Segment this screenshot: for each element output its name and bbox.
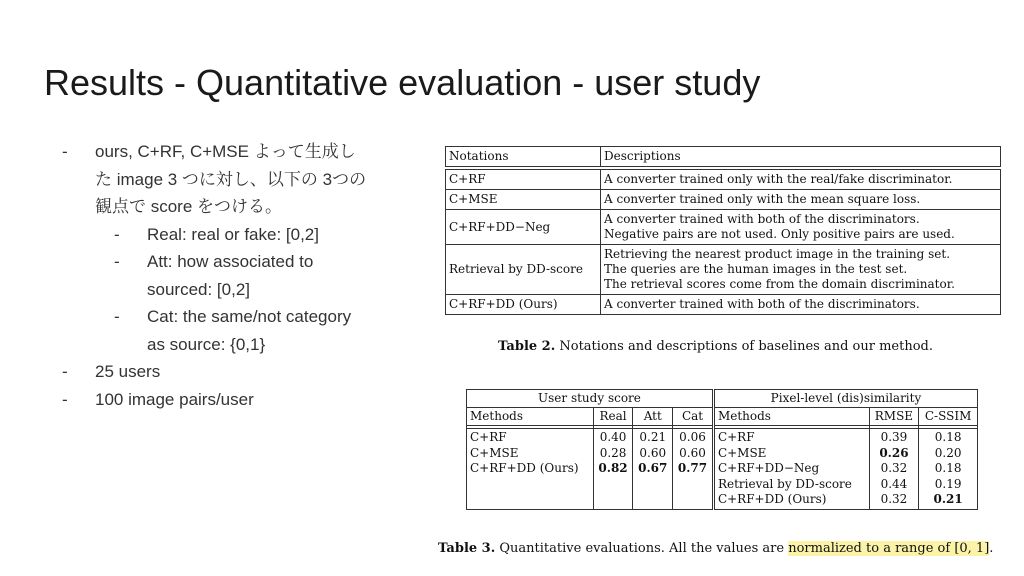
description-cell xyxy=(601,210,1001,245)
group-header-row xyxy=(467,390,978,408)
table-body-row xyxy=(467,429,978,510)
value-cell: 0.18 xyxy=(934,430,962,444)
sub-bullet-item xyxy=(62,221,412,249)
header-cell: Cat xyxy=(673,408,714,426)
slide-title: Results - Quantitative evaluation - user study xyxy=(44,62,761,103)
group-header-pixel: Pixel-level (dis)similarity xyxy=(713,390,977,408)
description-line: Retrieving the nearest product image in the training set. xyxy=(604,247,951,261)
header-cell: C-SSIM xyxy=(919,408,978,426)
description-cell xyxy=(601,190,1001,210)
header-cell: Methods xyxy=(467,408,594,426)
bullet-item xyxy=(62,386,412,414)
bullet-dash: - xyxy=(114,224,120,244)
description-line: The retrieval scores come from the domain discriminator. xyxy=(604,277,955,291)
value-cell xyxy=(873,446,916,462)
description-line: Negative pairs are not used. Only positive pairs are used. xyxy=(604,227,955,241)
value-cell: 0.20 xyxy=(934,445,962,460)
value-cell: 0.19 xyxy=(934,476,962,491)
bullet-line: 観点で score をつける。 xyxy=(95,197,283,216)
bullet-dash: - xyxy=(62,389,68,409)
description-line: A converter trained with both of the discriminators. xyxy=(604,212,920,226)
notation-cell: C+RF+DD−Neg xyxy=(446,210,601,245)
notation-cell: C+RF+DD (Ours) xyxy=(446,295,601,315)
quantitative-table xyxy=(466,389,978,510)
table-row xyxy=(446,245,1001,295)
table-row xyxy=(446,295,1001,315)
cssim-column xyxy=(919,429,978,510)
bullet-dash: - xyxy=(62,142,68,161)
value-cell: 0.32 xyxy=(880,461,908,475)
best-value: 0.77 xyxy=(677,461,708,475)
caption-label: Table 2. xyxy=(498,339,556,354)
value-cell: 0.40 xyxy=(599,430,627,444)
description-line: A converter trained only with the mean square loss. xyxy=(604,192,921,206)
notation-cell: C+RF xyxy=(446,170,601,190)
caption-text: Notations and descriptions of baselines and our method. xyxy=(555,339,933,354)
method-cell: C+MSE xyxy=(470,445,519,460)
best-value: 0.26 xyxy=(879,445,909,460)
best-value: 0.21 xyxy=(933,492,963,506)
value-cell: 0.21 xyxy=(639,430,667,444)
sub-bullet-item xyxy=(62,303,412,358)
method-cell: C+RF xyxy=(470,430,507,444)
table3-caption xyxy=(438,541,993,556)
description-cell xyxy=(601,170,1001,190)
sub-bullet-line: sourced: [0,2] xyxy=(147,279,251,299)
value-cell: 0.28 xyxy=(599,445,627,460)
methods-column xyxy=(467,429,594,510)
sub-bullet-line: Att: how associated to xyxy=(147,252,314,271)
value-cell xyxy=(636,461,669,477)
group-header-user-study: User study score xyxy=(467,390,714,408)
header-cell: Real xyxy=(593,408,633,426)
sub-bullet-item xyxy=(62,248,412,303)
value-cell: 0.60 xyxy=(679,445,706,460)
value-cell: 0.06 xyxy=(679,430,706,444)
bullet-dash: - xyxy=(62,362,68,381)
best-value: 0.82 xyxy=(598,461,628,475)
table-header-row xyxy=(446,147,1001,167)
notation-cell: C+MSE xyxy=(446,190,601,210)
header-cell: Att xyxy=(633,408,673,426)
rmse-column xyxy=(869,429,919,510)
notations-table xyxy=(445,146,1001,315)
table-row xyxy=(446,190,1001,210)
bullet-line: 100 image pairs/user xyxy=(95,389,254,409)
description-cell xyxy=(601,245,1001,295)
sub-bullet-line: as source: {0,1} xyxy=(147,334,266,354)
description-line: A converter trained with both of the discriminators. xyxy=(604,297,920,311)
value-cell: 0.44 xyxy=(880,476,908,491)
header-cell: Notations xyxy=(446,147,601,167)
bullet-list xyxy=(62,138,412,413)
caption-highlight: normalized to a range of [0, 1] xyxy=(788,541,990,556)
bullet-item xyxy=(62,138,412,221)
bullet-dash: - xyxy=(114,252,120,271)
bullet-line: ours, C+RF, C+MSE よって生成し xyxy=(95,142,356,161)
sub-bullet-line: Real: real or fake: [0,2] xyxy=(147,224,319,244)
table-row xyxy=(446,170,1001,190)
header-cell: Methods xyxy=(713,408,869,426)
value-cell xyxy=(597,461,630,477)
value-cell: 0.32 xyxy=(880,492,908,506)
description-cell xyxy=(601,295,1001,315)
bullet-line: 25 users xyxy=(95,362,161,381)
description-line: A converter trained only with the real/fake discriminator. xyxy=(604,172,953,186)
cat-column xyxy=(673,429,714,510)
method-cell: C+RF+DD (Ours) xyxy=(717,492,827,506)
value-cell: 0.39 xyxy=(880,430,908,444)
bullet-line: た image 3 つに対し、以下の 3つの xyxy=(95,169,367,189)
method-cell: C+RF xyxy=(717,430,755,444)
best-value: 0.67 xyxy=(638,461,668,475)
caption-text: Quantitative evaluations. All the values are xyxy=(495,541,789,556)
bullet-dash: - xyxy=(114,307,120,326)
methods-column xyxy=(713,429,869,510)
value-cell xyxy=(676,461,709,477)
table2-caption xyxy=(498,339,933,354)
method-cell: C+RF+DD (Ours) xyxy=(470,461,579,475)
bullet-item xyxy=(62,358,412,386)
header-cell: Descriptions xyxy=(601,147,1001,167)
method-cell: Retrieval by DD-score xyxy=(717,476,852,491)
caption-end: . xyxy=(989,541,994,556)
caption-label: Table 3. xyxy=(438,541,496,556)
table-header-row xyxy=(467,408,978,426)
sub-bullet-line: Cat: the same/not category xyxy=(147,307,352,326)
table-row xyxy=(446,210,1001,245)
real-column xyxy=(593,429,633,510)
method-cell: C+RF+DD−Neg xyxy=(717,461,820,475)
att-column xyxy=(633,429,673,510)
header-cell: RMSE xyxy=(869,408,919,426)
notation-cell: Retrieval by DD-score xyxy=(446,245,601,295)
value-cell: 0.60 xyxy=(639,445,667,460)
method-cell: C+MSE xyxy=(717,445,767,460)
value-cell xyxy=(922,492,974,508)
value-cell: 0.18 xyxy=(934,461,962,475)
description-line: The queries are the human images in the test set. xyxy=(604,262,908,276)
